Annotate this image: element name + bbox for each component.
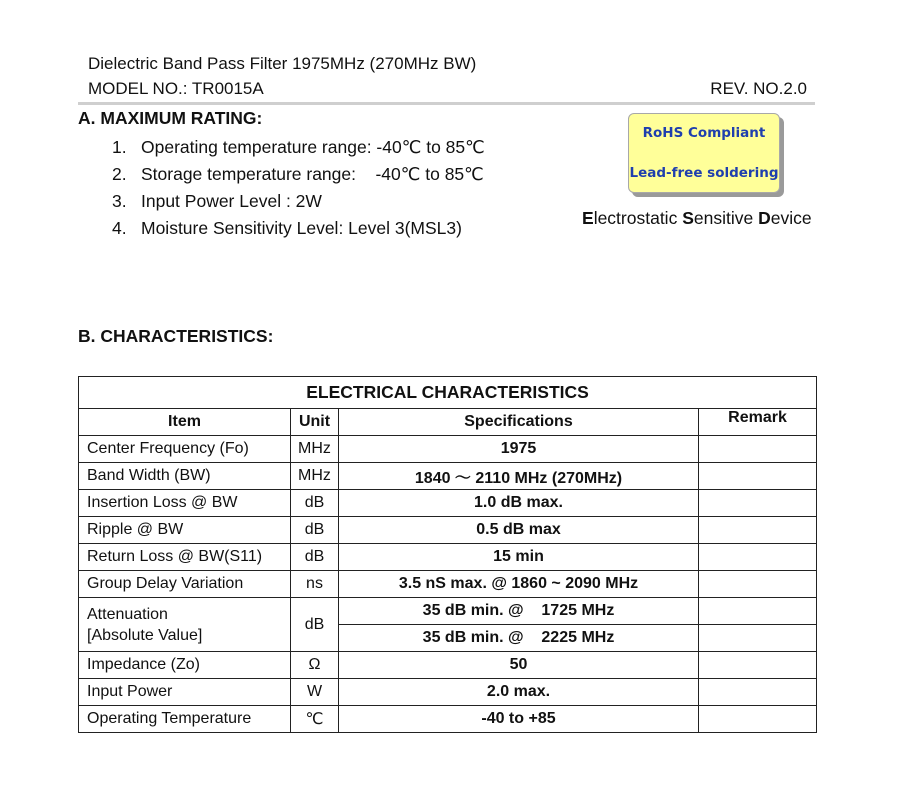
- cell-unit: dB: [291, 598, 339, 652]
- cell-spec: 35 dB min. @ 1725 MHz: [339, 598, 699, 625]
- cell-unit: MHz: [291, 436, 339, 463]
- cell-unit: dB: [291, 490, 339, 517]
- list-text: Storage temperature range: -40℃ to 85℃: [141, 164, 484, 184]
- cell-remark: [699, 544, 817, 571]
- cell-spec: 0.5 dB max: [339, 517, 699, 544]
- list-number: 1.: [112, 137, 127, 157]
- cell-unit: Ω: [291, 652, 339, 679]
- cell-unit: MHz: [291, 463, 339, 490]
- cell-remark: [699, 706, 817, 733]
- cell-item: Ripple @ BW: [79, 517, 291, 544]
- attenuation-sublabel: [Absolute Value]: [87, 626, 203, 644]
- cell-item: Band Width (BW): [79, 463, 291, 490]
- table-row: [79, 598, 817, 625]
- table-row: [79, 544, 817, 571]
- cell-remark: [699, 436, 817, 463]
- table-row: [79, 436, 817, 463]
- model-number: MODEL NO.: TR0015A: [88, 79, 264, 98]
- table-caption-row: [79, 377, 817, 409]
- cell-item-attenuation: [79, 598, 291, 652]
- cell-item: Center Frequency (Fo): [79, 436, 291, 463]
- table-row: [79, 652, 817, 679]
- cell-remark: [699, 679, 817, 706]
- esd-letter-s: S: [682, 208, 694, 228]
- cell-spec: 3.5 nS max. @ 1860 ~ 2090 MHz: [339, 571, 699, 598]
- cell-remark: [699, 517, 817, 544]
- esd-word-s: ensitive: [693, 208, 759, 228]
- table-row: [79, 463, 817, 490]
- table-row: [79, 706, 817, 733]
- esd-word-e: lectrostatic: [593, 208, 683, 228]
- table-caption: ELECTRICAL CHARACTERISTICS: [79, 377, 817, 409]
- cell-spec: -40 to +85: [339, 706, 699, 733]
- revision-number: REV. NO.2.0: [710, 79, 807, 98]
- cell-unit: W: [291, 679, 339, 706]
- list-text: Moisture Sensitivity Level: Level 3(MSL3): [141, 218, 462, 238]
- rohs-badge: [628, 113, 780, 193]
- list-text: Operating temperature range: -40℃ to 85℃: [141, 137, 485, 157]
- esd-label: [582, 208, 812, 229]
- lead-free-label: Lead-free soldering: [629, 165, 779, 181]
- cell-item: Operating Temperature: [79, 706, 291, 733]
- cell-unit: ℃: [291, 706, 339, 733]
- max-rating-list: [112, 136, 485, 244]
- doc-title: Dielectric Band Pass Filter 1975MHz (270MHz BW): [88, 54, 477, 73]
- cell-remark: [699, 625, 817, 652]
- list-item: [112, 163, 485, 190]
- cell-unit: dB: [291, 517, 339, 544]
- list-number: 3.: [112, 191, 127, 211]
- cell-spec: 50: [339, 652, 699, 679]
- column-header-unit: Unit: [291, 409, 339, 436]
- section-b-heading: B. CHARACTERISTICS:: [78, 326, 274, 346]
- list-item: [112, 217, 485, 244]
- list-item: [112, 136, 485, 163]
- table-row: [79, 571, 817, 598]
- cell-spec: 1840 ～ 2110 MHz (270MHz): [339, 463, 699, 490]
- cell-item: Impedance (Zo): [79, 652, 291, 679]
- list-item: [112, 190, 485, 217]
- rohs-compliant-label: RoHS Compliant: [642, 125, 766, 141]
- cell-remark: [699, 463, 817, 490]
- table-row: [79, 490, 817, 517]
- cell-item: Insertion Loss @ BW: [79, 490, 291, 517]
- attenuation-label: Attenuation: [87, 605, 168, 623]
- electrical-characteristics-table: [78, 376, 817, 733]
- header-divider: [78, 102, 815, 105]
- column-header-item: Item: [79, 409, 291, 436]
- cell-spec: 2.0 max.: [339, 679, 699, 706]
- list-number: 4.: [112, 218, 127, 238]
- cell-remark: [699, 598, 817, 625]
- table-row: [79, 679, 817, 706]
- cell-remark: [699, 652, 817, 679]
- cell-spec: 15 min: [339, 544, 699, 571]
- cell-spec: 1975: [339, 436, 699, 463]
- section-a-heading: A. MAXIMUM RATING:: [78, 108, 263, 128]
- esd-letter-d: D: [758, 208, 771, 228]
- cell-spec: 35 dB min. @ 2225 MHz: [339, 625, 699, 652]
- esd-word-d: evice: [770, 208, 812, 228]
- esd-letter-e: E: [582, 208, 594, 228]
- table-row: [79, 517, 817, 544]
- column-header-remark: Remark: [699, 409, 817, 436]
- cell-unit: ns: [291, 571, 339, 598]
- cell-spec: 1.0 dB max.: [339, 490, 699, 517]
- cell-item: Input Power: [79, 679, 291, 706]
- list-number: 2.: [112, 164, 127, 184]
- cell-item: Return Loss @ BW(S11): [79, 544, 291, 571]
- column-header-spec: Specifications: [339, 409, 699, 436]
- list-text: Input Power Level : 2W: [141, 191, 322, 211]
- cell-unit: dB: [291, 544, 339, 571]
- table-header-row: [79, 409, 817, 436]
- cell-remark: [699, 571, 817, 598]
- cell-remark: [699, 490, 817, 517]
- cell-item: Group Delay Variation: [79, 571, 291, 598]
